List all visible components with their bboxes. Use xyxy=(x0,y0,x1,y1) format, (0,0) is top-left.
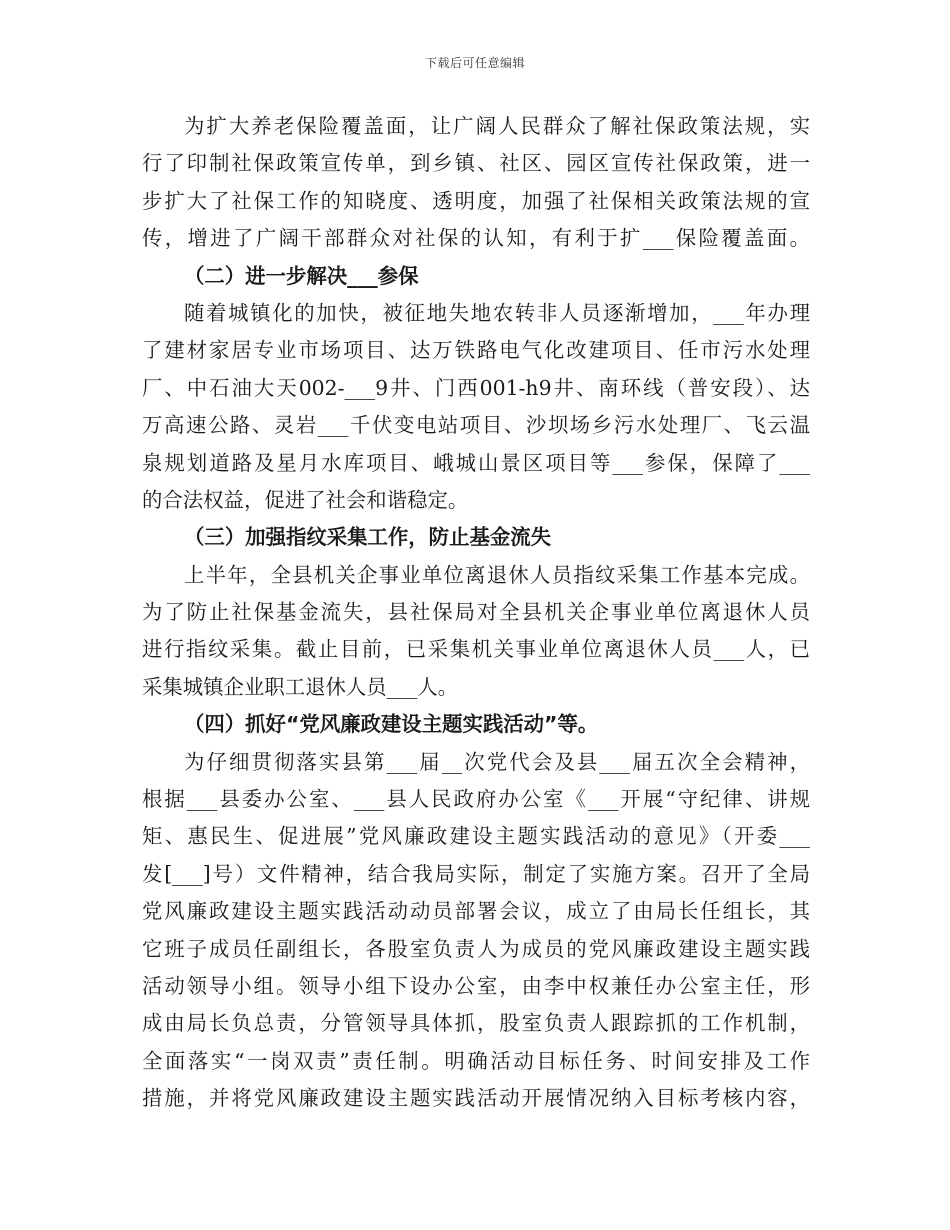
paragraph-line: 行了印制社保政策宣传单，到乡镇、社区、园区宣传社保政策，进一 xyxy=(142,151,810,176)
section-heading: （四）抓好“党风廉政建设主题实践活动”等。 xyxy=(184,712,599,737)
paragraph xyxy=(142,744,810,1118)
paragraph-line: 厂、中石油大天002-___9井、门西001-h9井、南环线（普安段）、达 xyxy=(142,375,810,400)
paragraph-line: 随着城镇化的加快，被征地失地农转非人员逐渐增加，___年办理 xyxy=(184,300,810,325)
paragraph-line: 万高速公路、灵岩___千伏变电站项目、沙坝场乡污水处理厂、飞云温 xyxy=(142,413,810,438)
paragraph-line: 上半年，全县机关企事业单位离退休人员指纹采集工作基本完成。 xyxy=(184,562,810,587)
paragraph xyxy=(142,557,810,707)
paragraph-line: 采集城镇企业职工退休人员___人。 xyxy=(142,674,459,699)
paragraph-line: 矩、惠民生、促进展”党风廉政建设主题实践活动的意见》（开委___ xyxy=(142,824,810,849)
paragraph-line: 党风廉政建设主题实践活动动员部署会议，成立了由局长任组长，其 xyxy=(142,899,810,924)
paragraph-line: 了建材家居专业市场项目、达万铁路电气化改建项目、任市污水处理 xyxy=(142,338,810,363)
paragraph-line: 传，增进了广阔干部群众对社保的认知，有利于扩___保险覆盖面。 xyxy=(142,226,810,251)
section-heading: （三）加强指纹采集工作，防止基金流失 xyxy=(184,525,552,550)
paragraph-line: 进行指纹采集。截止目前，已采集机关事业单位离退休人员___人，已 xyxy=(142,637,810,662)
paragraph-line: 的合法权益，促进了社会和谐稳定。 xyxy=(142,487,469,512)
paragraph-line: 为了防止社保基金流失，县社保局对全县机关企事业单位离退休人员 xyxy=(142,600,810,625)
section-heading: （二）进一步解决___参保 xyxy=(184,263,419,288)
paragraph-line: 成由局长负总责，分管领导具体抓，股室负责人跟踪抓的工作机制， xyxy=(142,1011,810,1036)
paragraph-line: 发[___]号）文件精神，结合我局实际，制定了实施方案。召开了全局 xyxy=(142,861,810,886)
paragraph-line: 措施，并将党风廉政建设主题实践活动开展情况纳入目标考核内容， xyxy=(142,1086,810,1111)
paragraph-line: 活动领导小组。领导小组下设办公室，由李中权兼任办公室主任，形 xyxy=(142,973,810,998)
document-body xyxy=(142,108,810,1118)
paragraph-line: 步扩大了社保工作的知晓度、透明度，加强了社保相关政策法规的宣 xyxy=(142,188,810,213)
paragraph-line: 全面落实“一岗双责”责任制。明确活动目标任务、时间安排及工作 xyxy=(142,1048,810,1073)
paragraph-line: 为扩大养老保险覆盖面，让广阔人民群众了解社保政策法规，实 xyxy=(184,114,810,138)
paragraph-line: 它班子成员任副组长，各股室负责人为成员的党风廉政建设主题实践 xyxy=(142,936,810,961)
paragraph-line: 为仔细贯彻落实县第___届__次党代会及县___届五次全会精神， xyxy=(184,749,810,774)
page-header: 下载后可任意编辑 xyxy=(424,56,525,70)
paragraph-line: 泉规划道路及星月水库项目、峨城山景区项目等___参保，保障了___ xyxy=(142,450,810,475)
paragraph xyxy=(142,108,810,258)
paragraph-line: 根据___县委办公室、___县人民政府办公室《___开展“守纪律、讲规 xyxy=(142,787,810,812)
paragraph xyxy=(142,295,810,519)
